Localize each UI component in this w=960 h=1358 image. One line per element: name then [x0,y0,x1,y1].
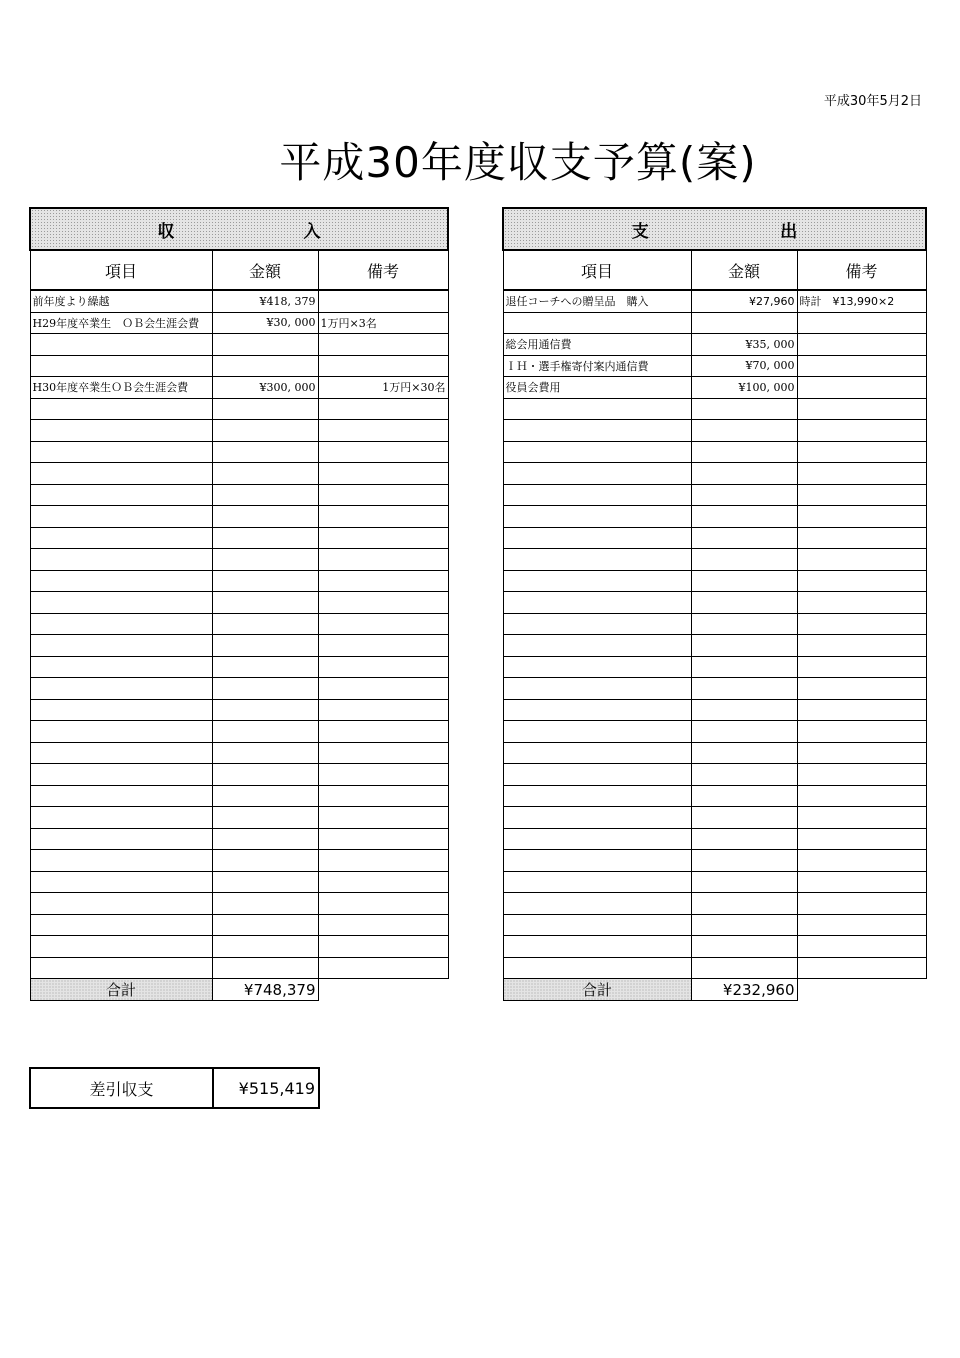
expense-note-cell [797,957,926,979]
table-row [30,936,448,958]
expense-item-cell [503,656,691,678]
table-row [503,355,926,377]
table-row [503,570,926,592]
income-amount-cell [212,441,318,463]
expense-amount-cell [691,592,797,614]
table-row [503,936,926,958]
expense-table [502,207,927,1001]
table-row [30,678,448,700]
income-col-note: 備考 [318,250,448,290]
income-note-cell: 1万円×30名 [318,377,448,399]
expense-item-cell: 総会用通信費 [503,334,691,356]
expense-total-label: 合計 [503,979,691,1001]
table-row [30,506,448,528]
expense-note-cell [797,656,926,678]
table-row [30,893,448,915]
expense-note-cell [797,850,926,872]
income-item-cell: H29年度卒業生 ＯＢ会生涯会費 [30,312,212,334]
expense-note-cell [797,785,926,807]
income-amount-cell [212,355,318,377]
table-row [503,721,926,743]
income-note-cell [318,484,448,506]
income-amount-cell [212,914,318,936]
income-item-cell [30,871,212,893]
income-item-cell [30,678,212,700]
table-row [503,893,926,915]
expense-amount-cell: ¥27,960 [691,290,797,312]
income-amount-cell [212,936,318,958]
table-row [503,549,926,571]
expense-amount-cell [691,957,797,979]
income-item-cell [30,420,212,442]
balance-label: 差引収支 [30,1068,213,1108]
expense-rows [503,290,926,979]
expense-item-cell [503,398,691,420]
table-row [30,721,448,743]
income-amount-cell: ¥418, 379 [212,290,318,312]
income-amount-cell [212,506,318,528]
table-row [503,334,926,356]
expense-amount-cell [691,420,797,442]
page-title: 平成30年度収支予算(案) [279,138,757,187]
expense-note-cell [797,312,926,334]
table-row [503,506,926,528]
table-row [30,355,448,377]
income-amount-cell [212,656,318,678]
table-row [503,484,926,506]
expense-item-cell [503,785,691,807]
expense-amount-cell [691,850,797,872]
income-item-cell [30,355,212,377]
income-amount-cell: ¥30, 000 [212,312,318,334]
income-amount-cell [212,678,318,700]
income-note-cell [318,441,448,463]
income-note-cell [318,592,448,614]
expense-note-cell [797,721,926,743]
income-item-cell [30,527,212,549]
expense-amount-cell [691,656,797,678]
expense-header-char-2: 出 [780,221,798,242]
table-row [503,699,926,721]
income-amount-cell [212,957,318,979]
income-item-cell [30,936,212,958]
income-amount-cell [212,334,318,356]
income-amount-cell [212,742,318,764]
income-amount-cell [212,699,318,721]
table-row [503,678,926,700]
income-note-cell [318,656,448,678]
income-item-cell [30,893,212,915]
income-item-cell [30,785,212,807]
income-item-cell [30,635,212,657]
expense-note-cell [797,914,926,936]
income-item-cell [30,506,212,528]
income-item-cell [30,914,212,936]
expense-amount-cell [691,570,797,592]
income-note-cell [318,420,448,442]
expense-note-cell [797,420,926,442]
expense-item-cell [503,742,691,764]
income-note-cell [318,785,448,807]
expense-amount-cell [691,721,797,743]
income-amount-cell [212,398,318,420]
expense-item-cell [503,549,691,571]
expense-amount-cell [691,506,797,528]
expense-item-cell [503,764,691,786]
expense-note-cell [797,463,926,485]
table-row [503,441,926,463]
income-item-cell [30,613,212,635]
table-row [30,463,448,485]
expense-amount-cell [691,678,797,700]
expense-amount-cell [691,549,797,571]
expense-note-cell [797,635,926,657]
income-item-cell [30,721,212,743]
income-item-cell [30,441,212,463]
expense-item-cell [503,957,691,979]
income-item-cell [30,592,212,614]
income-col-item: 項目 [30,250,212,290]
income-amount-cell: ¥300, 000 [212,377,318,399]
expense-amount-cell [691,527,797,549]
income-note-cell [318,914,448,936]
table-row [30,828,448,850]
table-row [503,592,926,614]
expense-amount-cell: ¥70, 000 [691,355,797,377]
table-row [30,699,448,721]
table-row [503,463,926,485]
expense-amount-cell [691,807,797,829]
expense-item-cell: 退任コーチへの贈呈品 購入 [503,290,691,312]
table-row [503,635,926,657]
table-row [30,312,448,334]
income-item-cell [30,484,212,506]
expense-note-cell [797,613,926,635]
expense-note-cell [797,441,926,463]
income-col-amount: 金額 [212,250,318,290]
income-amount-cell [212,570,318,592]
table-row [30,334,448,356]
expense-item-cell [503,484,691,506]
income-note-cell [318,355,448,377]
expense-item-cell [503,936,691,958]
income-item-cell: H30年度卒業生ＯＢ会生涯会費 [30,377,212,399]
table-row [503,828,926,850]
income-amount-cell [212,871,318,893]
expense-amount-cell [691,914,797,936]
document-date: 平成30年5月2日 [823,94,922,109]
expense-note-cell [797,506,926,528]
expense-note-cell [797,355,926,377]
table-row [30,570,448,592]
expense-amount-cell [691,742,797,764]
expense-amount-cell [691,936,797,958]
income-amount-cell [212,592,318,614]
table-row [30,957,448,979]
expense-amount-cell [691,463,797,485]
expense-note-cell [797,871,926,893]
expense-amount-cell [691,635,797,657]
expense-note-cell [797,936,926,958]
table-row [503,742,926,764]
income-amount-cell [212,549,318,571]
income-amount-cell [212,721,318,743]
income-note-cell [318,850,448,872]
expense-amount-cell [691,441,797,463]
expense-item-cell [503,871,691,893]
expense-amount-cell [691,312,797,334]
expense-note-cell [797,893,926,915]
income-item-cell [30,656,212,678]
balance-value: ¥515,419 [213,1068,319,1108]
expense-item-cell [503,613,691,635]
income-item-cell [30,742,212,764]
expense-col-item: 項目 [503,250,691,290]
expense-note-cell [797,549,926,571]
expense-amount-cell [691,785,797,807]
expense-note-cell [797,377,926,399]
expense-amount-cell [691,699,797,721]
table-row [503,613,926,635]
expense-item-cell [503,721,691,743]
income-item-cell [30,570,212,592]
expense-note-cell [797,764,926,786]
table-row [30,850,448,872]
income-note-cell [318,936,448,958]
table-row [30,398,448,420]
expense-item-cell [503,441,691,463]
table-row [30,914,448,936]
income-header-char-2: 入 [303,221,321,242]
expense-note-cell [797,699,926,721]
expense-item-cell [503,463,691,485]
income-table [29,207,449,1001]
income-total-value: ¥748,379 [212,979,318,1001]
expense-amount-cell [691,484,797,506]
expense-item-cell [503,635,691,657]
table-row [503,420,926,442]
expense-amount-cell [691,893,797,915]
table-row [503,377,926,399]
expense-amount-cell: ¥100, 000 [691,377,797,399]
expense-item-cell [503,699,691,721]
income-amount-cell [212,893,318,915]
table-row [503,764,926,786]
expense-item-cell [503,828,691,850]
income-note-cell [318,290,448,312]
income-note-cell [318,742,448,764]
income-item-cell [30,463,212,485]
expense-item-cell [503,807,691,829]
table-row [30,635,448,657]
expense-item-cell [503,850,691,872]
table-row [30,549,448,571]
income-note-cell [318,721,448,743]
income-item-cell [30,828,212,850]
expense-amount-cell [691,871,797,893]
income-note-cell [318,613,448,635]
income-amount-cell [212,764,318,786]
income-amount-cell [212,613,318,635]
income-note-cell [318,334,448,356]
income-amount-cell [212,785,318,807]
income-note-cell [318,678,448,700]
income-item-cell [30,334,212,356]
table-row [503,527,926,549]
income-note-cell [318,463,448,485]
expense-note-cell [797,678,926,700]
table-row [503,398,926,420]
income-amount-cell [212,807,318,829]
expense-note-cell [797,592,926,614]
income-item-cell [30,699,212,721]
income-total-label: 合計 [30,979,212,1001]
income-note-cell [318,635,448,657]
table-row [503,656,926,678]
income-section-header [30,208,448,250]
income-note-cell: 1万円×3名 [318,312,448,334]
income-note-cell [318,871,448,893]
expense-item-cell [503,420,691,442]
income-rows [30,290,448,979]
expense-item-cell [503,678,691,700]
table-row [30,377,448,399]
income-item-cell [30,764,212,786]
income-item-cell [30,957,212,979]
expense-item-cell [503,527,691,549]
expense-note-cell: 時計 ¥13,990×2 [797,290,926,312]
income-amount-cell [212,850,318,872]
expense-note-cell [797,570,926,592]
income-item-cell [30,398,212,420]
table-row [30,656,448,678]
expense-item-cell [503,592,691,614]
income-note-cell [318,398,448,420]
income-total-spacer [318,979,448,1001]
income-amount-cell [212,828,318,850]
table-row [30,785,448,807]
expense-note-cell [797,828,926,850]
table-row [503,807,926,829]
table-row [503,290,926,312]
income-item-cell: 前年度より繰越 [30,290,212,312]
expense-item-cell: 役員会費用 [503,377,691,399]
expense-total-spacer [797,979,926,1001]
income-amount-cell [212,420,318,442]
income-item-cell [30,850,212,872]
table-row [30,527,448,549]
income-note-cell [318,527,448,549]
table-row [30,871,448,893]
expense-header-char-1: 支 [631,221,649,242]
income-header-char-1: 収 [157,221,175,242]
income-note-cell [318,893,448,915]
expense-note-cell [797,484,926,506]
table-row [30,441,448,463]
table-row [503,957,926,979]
expense-amount-cell [691,764,797,786]
table-row [503,850,926,872]
expense-amount-cell: ¥35, 000 [691,334,797,356]
expense-item-cell [503,506,691,528]
income-amount-cell [212,484,318,506]
table-row [503,914,926,936]
expense-item-cell [503,893,691,915]
table-row [503,785,926,807]
table-row [30,764,448,786]
income-note-cell [318,957,448,979]
expense-note-cell [797,334,926,356]
income-note-cell [318,506,448,528]
income-item-cell [30,549,212,571]
expense-note-cell [797,807,926,829]
table-row [30,290,448,312]
expense-section-header [503,208,926,250]
table-row [503,312,926,334]
expense-note-cell [797,527,926,549]
expense-total-value: ¥232,960 [691,979,797,1001]
balance-table [29,1067,320,1109]
expense-item-cell: ＩＨ・選手権寄付案内通信費 [503,355,691,377]
income-note-cell [318,699,448,721]
expense-amount-cell [691,398,797,420]
table-row [30,613,448,635]
income-amount-cell [212,635,318,657]
table-row [30,420,448,442]
income-note-cell [318,807,448,829]
table-row [30,807,448,829]
expense-amount-cell [691,828,797,850]
expense-note-cell [797,398,926,420]
income-note-cell [318,764,448,786]
expense-item-cell [503,914,691,936]
income-note-cell [318,570,448,592]
expense-col-note: 備考 [797,250,926,290]
table-row [30,742,448,764]
income-note-cell [318,549,448,571]
expense-amount-cell [691,613,797,635]
table-row [503,871,926,893]
table-row [30,484,448,506]
table-row [30,592,448,614]
expense-item-cell [503,312,691,334]
expense-note-cell [797,742,926,764]
expense-item-cell [503,570,691,592]
income-note-cell [318,828,448,850]
expense-col-amount: 金額 [691,250,797,290]
income-amount-cell [212,463,318,485]
income-item-cell [30,807,212,829]
income-amount-cell [212,527,318,549]
